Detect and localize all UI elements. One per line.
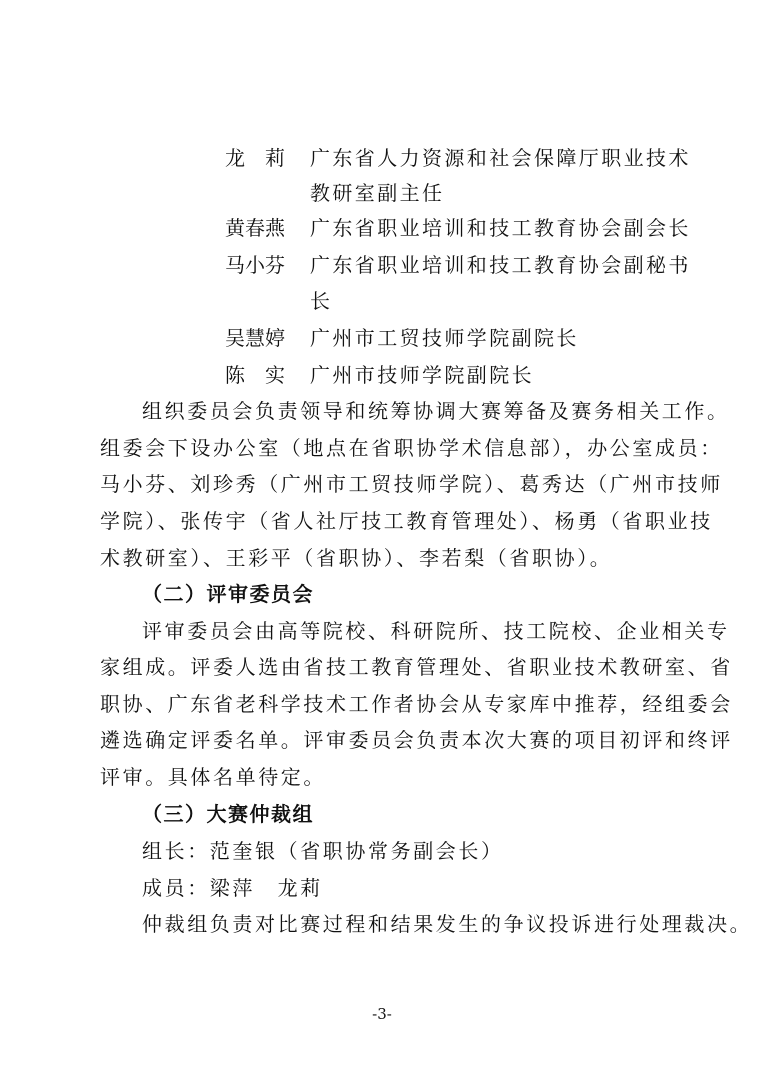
paragraph-line: 评审委员会由高等院校、科研院所、技工院校、企业相关专 bbox=[142, 619, 730, 643]
paragraph-line: 组委会下设办公室（地点在省职协学术信息部），办公室成员： bbox=[100, 436, 723, 460]
section-heading-arbitration-group: （三）大赛仲裁组 bbox=[142, 802, 314, 826]
member-role: 广州市技师学院副院长 bbox=[310, 363, 534, 387]
arbitration-duty: 仲裁组负责对比赛过程和结果发生的争议投诉进行处理裁决。 bbox=[142, 912, 753, 936]
arbitration-leader: 组长：范奎银（省职协常务副会长） bbox=[142, 839, 504, 863]
member-role: 广东省职业培训和技工教育协会副会长 bbox=[310, 216, 691, 240]
member-name: 陈 实 bbox=[225, 363, 285, 387]
member-role-cont: 长 bbox=[310, 289, 333, 313]
member-role: 广东省人力资源和社会保障厅职业技术 bbox=[310, 146, 691, 170]
paragraph-line: 家组成。评委人选由省技工教育管理处、省职业技术教研室、省 bbox=[100, 655, 733, 679]
paragraph-line: 术教研室）、王彩平（省职协）、李若梨（省职协）。 bbox=[100, 546, 613, 570]
paragraph-line: 组织委员会负责领导和统筹协调大赛筹备及赛务相关工作。 bbox=[142, 399, 730, 423]
member-name: 马小芬 bbox=[225, 253, 285, 277]
paragraph-line: 评审。具体名单待定。 bbox=[100, 765, 326, 789]
paragraph-line: 学院）、张传宇（省人社厅技工教育管理处）、杨勇（省职业技 bbox=[100, 509, 713, 533]
paragraph-line: 遴选确定评委名单。评审委员会负责本次大赛的项目初评和终评 bbox=[100, 728, 733, 752]
paragraph-line: 马小芬、刘珍秀（广州市工贸技师学院）、葛秀达（广州市技师 bbox=[100, 472, 723, 496]
member-name: 吴慧婷 bbox=[225, 326, 285, 350]
member-name: 龙 莉 bbox=[225, 146, 285, 170]
member-role: 广州市工贸技师学院副院长 bbox=[310, 326, 579, 350]
member-role: 广东省职业培训和技工教育协会副秘书 bbox=[310, 253, 691, 277]
arbitration-members: 成员：梁萍 龙莉 bbox=[142, 876, 323, 900]
section-heading-review-committee: （二）评审委员会 bbox=[142, 582, 314, 606]
paragraph-line: 职协、广东省老科学技术工作者协会从专家库中推荐，经组委会 bbox=[100, 692, 733, 716]
page-number: -3- bbox=[372, 1005, 392, 1023]
member-role-cont: 教研室副主任 bbox=[310, 181, 445, 205]
member-name: 黄春燕 bbox=[225, 216, 285, 240]
